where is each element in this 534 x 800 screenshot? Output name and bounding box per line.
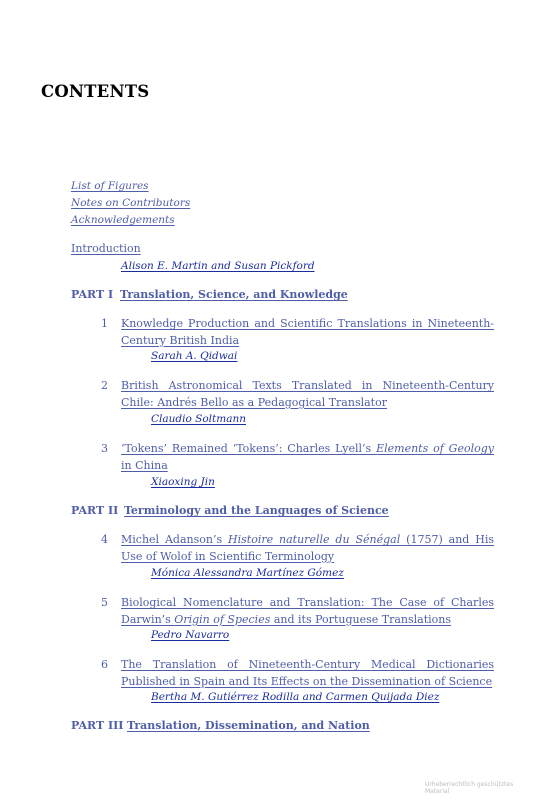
toc-part-2[interactable] (71, 504, 389, 518)
copyright-watermark: Urheberrechtlich geschütztes Material (425, 781, 514, 795)
chapter-number: 5 (101, 596, 108, 609)
part-title[interactable]: Translation, Dissemination, and Nation (127, 719, 370, 732)
toc-introduction[interactable]: Introduction (71, 242, 141, 255)
chapter-4-authors[interactable]: Mónica Alessandra Martínez Gómez (151, 567, 344, 579)
chapter-6-authors[interactable]: Bertha M. Gutiérrez Rodilla and Carmen Quijada Diez (151, 691, 440, 703)
introduction-authors[interactable]: Alison E. Martin and Susan Pickford (121, 260, 315, 272)
chapter-number: 1 (101, 317, 108, 330)
chapter-number: 2 (101, 379, 108, 392)
toc-notes-on-contributors[interactable]: Notes on Contributors (71, 197, 191, 209)
chapter-number: 4 (101, 533, 108, 546)
toc-chapter-4[interactable] (101, 532, 494, 565)
chapter-title[interactable]: Michel Adanson’s Histoire naturelle du Sénégal (1757) and His Use of Wolof in Scientific Terminology (121, 533, 495, 563)
toc-list-of-figures[interactable]: List of Figures (71, 180, 149, 192)
toc-chapter-5[interactable] (101, 595, 494, 628)
chapter-2-authors[interactable]: Claudio Soltmann (151, 413, 246, 425)
chapter-title[interactable]: Biological Nomenclature and Translation: The Case of Charles Darwin’s Origin of Species and its Portuguese Translations (121, 596, 494, 626)
chapter-title[interactable]: ‘Tokens’ Remained ‘Tokens’: Charles Lyell’s Elements of Geology in China (121, 442, 495, 472)
toc-part-1[interactable] (71, 288, 348, 302)
toc-chapter-6[interactable] (101, 657, 494, 690)
toc-chapter-1[interactable] (101, 316, 494, 349)
part-label: PART II (71, 504, 119, 517)
part-label: PART I (71, 288, 114, 301)
chapter-number: 6 (101, 658, 108, 671)
chapter-title[interactable]: British Astronomical Texts Translated in Nineteenth-Century Chile: Andrés Bello as a Pedagogical Translator (121, 379, 494, 409)
part-title[interactable]: Terminology and the Languages of Science (124, 504, 389, 517)
chapter-1-authors[interactable]: Sarah A. Qidwai (151, 350, 238, 362)
toc-acknowledgements[interactable]: Acknowledgements (71, 214, 175, 226)
toc-chapter-3[interactable] (101, 441, 494, 474)
toc-part-3[interactable] (71, 719, 370, 733)
part-label: PART III (71, 719, 124, 732)
chapter-5-authors[interactable]: Pedro Navarro (151, 629, 230, 641)
chapter-title[interactable]: The Translation of Nineteenth-Century Medical Dictionaries Published in Spain and Its Effects on the Dissemination of Science (121, 658, 494, 688)
chapter-3-authors[interactable]: Xiaoxing Jin (151, 476, 215, 488)
chapter-title[interactable]: Knowledge Production and Scientific Translations in Nineteenth-Century British India (121, 317, 494, 347)
part-title[interactable]: Translation, Science, and Knowledge (120, 288, 348, 301)
chapter-number: 3 (101, 442, 108, 455)
toc-chapter-2[interactable] (101, 378, 494, 411)
page-title: CONTENTS (41, 82, 150, 101)
